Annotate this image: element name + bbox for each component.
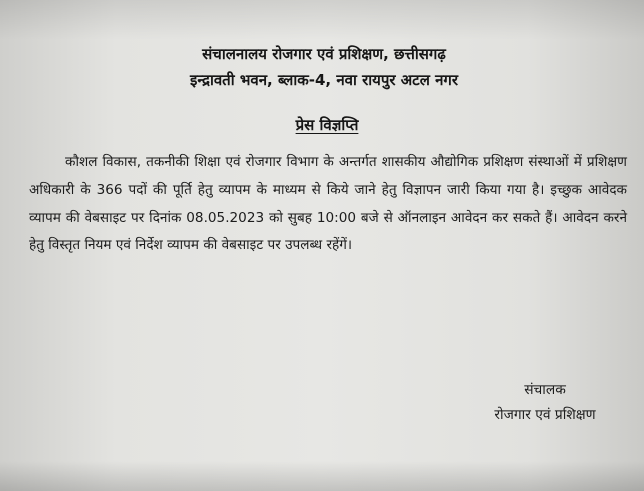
letterhead [0,42,644,92]
press-release-body: कौशल विकास, तकनीकी शिक्षा एवं रोजगार विभाग के अन्तर्गत शासकीय औद्योगिक प्रशिक्षण संस्थाओं में प्रशिक्षण अधिकारी के 366 पदों की पूर्ति हेतु व्यापम के माध्यम से किये जाने हेतु विज्ञापन जारी किया गया है। इच्छुक आवेदक व्यापम की वेबसाइट पर दिनांक 08.05.2023 को सुबह 10:00 बजे से ऑनलाइन आवेदन कर सकते हैं। आवेदन करने हेतु विस्तृत नियम एवं निर्देश व्यापम की वेबसाइट पर उपलब्ध रहेंगें। [29,154,627,254]
office-address: इन्द्रावती भवन, ब्लाक-4, नवा रायपुर अटल नगर [189,71,459,89]
press-release-heading-text: प्रेस विज्ञप्ति [295,116,359,134]
signatory-title: संचालक [524,382,566,398]
office-name: संचालनालय रोजगार एवं प्रशिक्षण, छत्तीसगढ़ [202,45,446,63]
signatory-department: रोजगार एवं प्रशिक्षण [494,407,596,423]
photo-shadow-bottom [0,461,644,491]
photo-shadow-top [0,0,644,40]
signature-block [460,378,630,428]
press-release-heading [0,114,644,136]
